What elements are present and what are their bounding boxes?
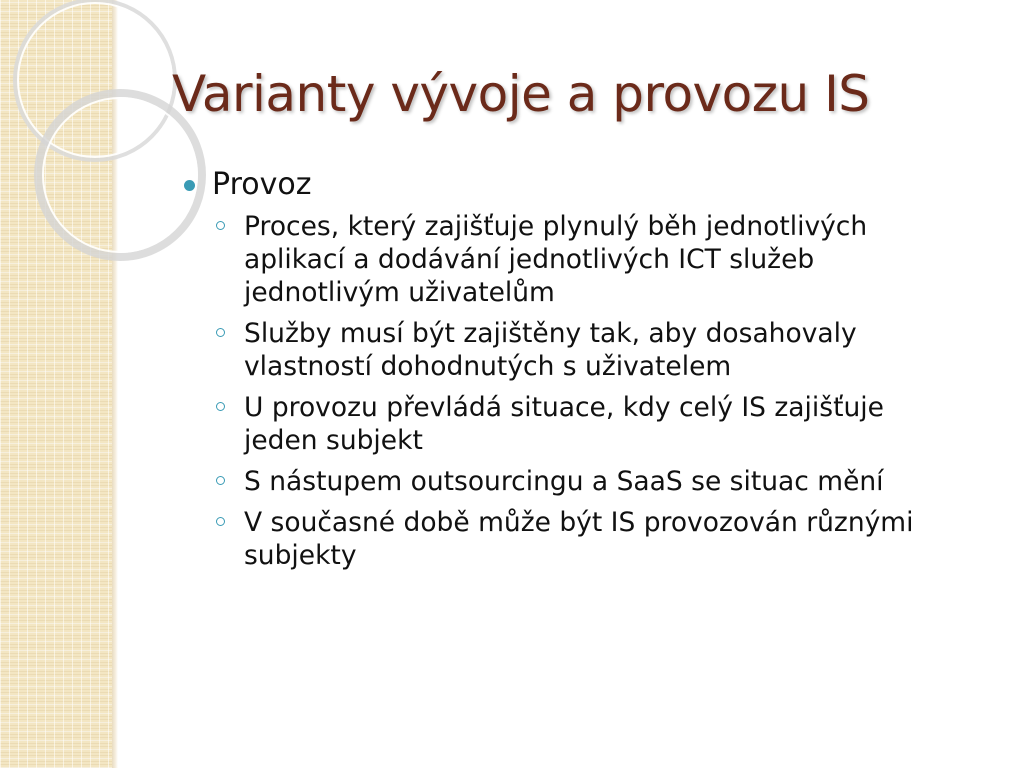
decorative-circles: [0, 0, 200, 300]
circle-bullet-icon: [216, 517, 225, 526]
sub-bullet-item: [180, 317, 964, 383]
slide-title: Varianty vývoje a provozu IS: [172, 65, 870, 123]
sub-bullet-text: V současné době může být IS provozován různými subjekty: [244, 507, 914, 571]
circle-bullet-icon: [216, 221, 225, 230]
sub-bullet-text: Proces, který zajišťuje plynulý běh jednotlivých aplikací a dodávání jednotlivých ICT služeb jednotlivým uživatelům: [244, 211, 868, 308]
sub-bullet-list: [180, 210, 980, 572]
circle-bullet-icon: [216, 328, 225, 337]
sub-bullet-text: U provozu převládá situace, kdy celý IS zajišťuje jeden subjekt: [244, 392, 884, 456]
circle-bullet-icon: [216, 476, 225, 485]
sub-bullet-text: S nástupem outsourcingu a SaaS se situac mění: [244, 466, 884, 497]
bullet-label: Provoz: [212, 167, 312, 202]
bullet-dot-icon: [184, 180, 195, 191]
sub-bullet-item: [180, 391, 964, 457]
sub-bullet-item: [180, 506, 964, 572]
sub-bullet-item: [180, 465, 964, 498]
slide-content: [180, 166, 980, 580]
bullet-item-provoz: [180, 166, 980, 204]
sub-bullet-item: [180, 210, 964, 309]
circle-bullet-icon: [216, 402, 225, 411]
sub-bullet-text: Služby musí být zajištěny tak, aby dosahovaly vlastností dohodnutých s uživatelem: [244, 318, 857, 382]
